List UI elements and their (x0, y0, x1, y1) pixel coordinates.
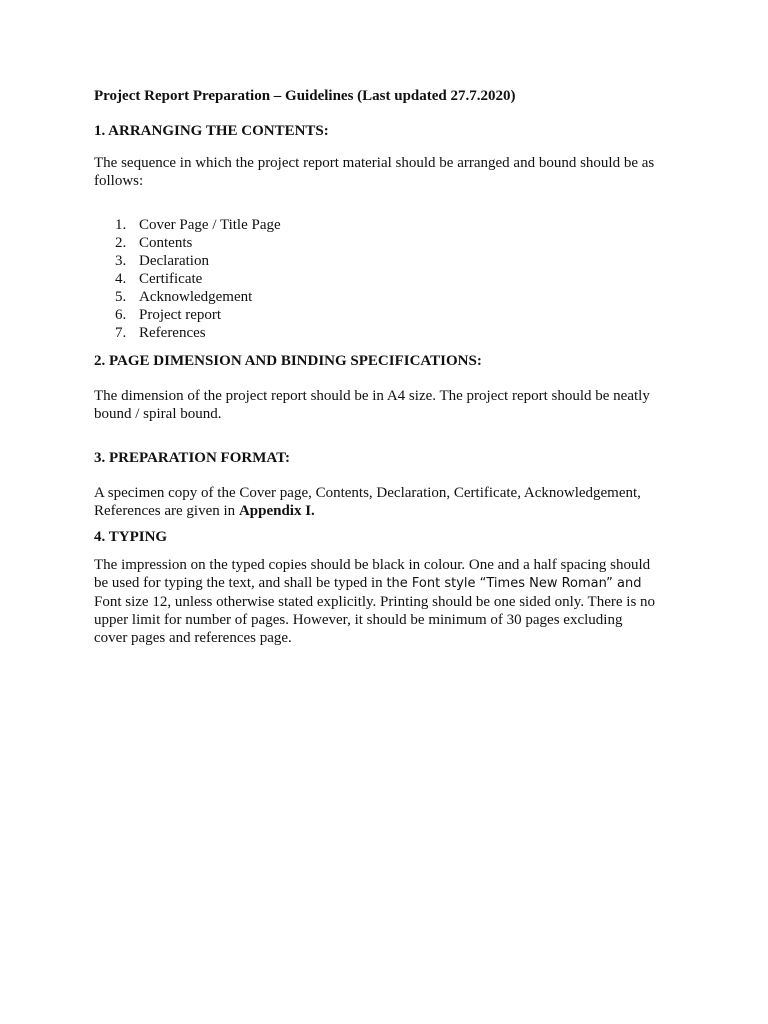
list-item-number: 1. (115, 217, 127, 233)
list-item (115, 270, 281, 288)
list-item-text: Project report (139, 307, 222, 323)
list-item-text: Cover Page / Title Page (139, 217, 281, 233)
list-item (115, 252, 281, 270)
list-item-number: 5. (115, 289, 127, 305)
section-page-dimension-body (94, 387, 684, 423)
appendix-reference: Appendix I. (238, 503, 315, 519)
list-item (115, 234, 281, 252)
paragraph-line: upper limit for number of pages. However, it should be minimum of 30 pages excluding (94, 612, 623, 628)
section-arranging-intro (94, 154, 684, 190)
list-item-number: 6. (115, 307, 127, 323)
list-item-number: 7. (115, 325, 127, 341)
list-item-text: Certificate (139, 271, 203, 287)
list-item-text: Contents (139, 235, 193, 251)
list-item (115, 216, 281, 234)
section-heading-arranging: 1. ARRANGING THE CONTENTS: (94, 123, 329, 139)
font-style-text: the Font style “Times New Roman” and (386, 576, 642, 591)
section-heading-typing: 4. TYPING (94, 529, 168, 545)
list-item-number: 4. (115, 271, 127, 287)
document-title: Project Report Preparation – Guidelines (Last updated 27.7.2020) (94, 88, 516, 104)
list-item-number: 3. (115, 253, 127, 269)
paragraph-line: cover pages and references page. (94, 630, 292, 646)
section-preparation-format-body (94, 484, 684, 520)
list-item (115, 324, 281, 342)
paragraph-line: A specimen copy of the Cover page, Contents, Declaration, Certificate, Acknowledgement, (94, 485, 641, 501)
paragraph-line: The dimension of the project report should be in A4 size. The project report should be neatly (94, 388, 650, 404)
list-item (115, 306, 281, 324)
paragraph-line (94, 502, 684, 520)
section-heading-preparation-format: 3. PREPARATION FORMAT: (94, 450, 290, 466)
paragraph-line: The impression on the typed copies should be black in colour. One and a half spacing should (94, 557, 651, 573)
paragraph-line (94, 574, 684, 593)
paragraph-line: Font size 12, unless otherwise stated explicitly. Printing should be one sided only. There is no (94, 594, 656, 610)
section-heading-page-dimension: 2. PAGE DIMENSION AND BINDING SPECIFICATIONS: (94, 353, 482, 369)
paragraph-text: be used for typing the text, and shall be typed in (94, 575, 387, 591)
intro-line: The sequence in which the project report material should be arranged and bound should be as (94, 155, 655, 171)
list-item-text: Acknowledgement (139, 289, 253, 305)
paragraph-line: bound / spiral bound. (94, 406, 222, 422)
contents-order-list (115, 216, 281, 342)
list-item-text: Declaration (139, 253, 209, 269)
paragraph-text: References are given in (94, 503, 239, 519)
list-item-text: References (139, 325, 206, 341)
section-typing-body (94, 556, 684, 647)
list-item-number: 2. (115, 235, 127, 251)
intro-line: follows: (94, 173, 144, 189)
list-item (115, 288, 281, 306)
